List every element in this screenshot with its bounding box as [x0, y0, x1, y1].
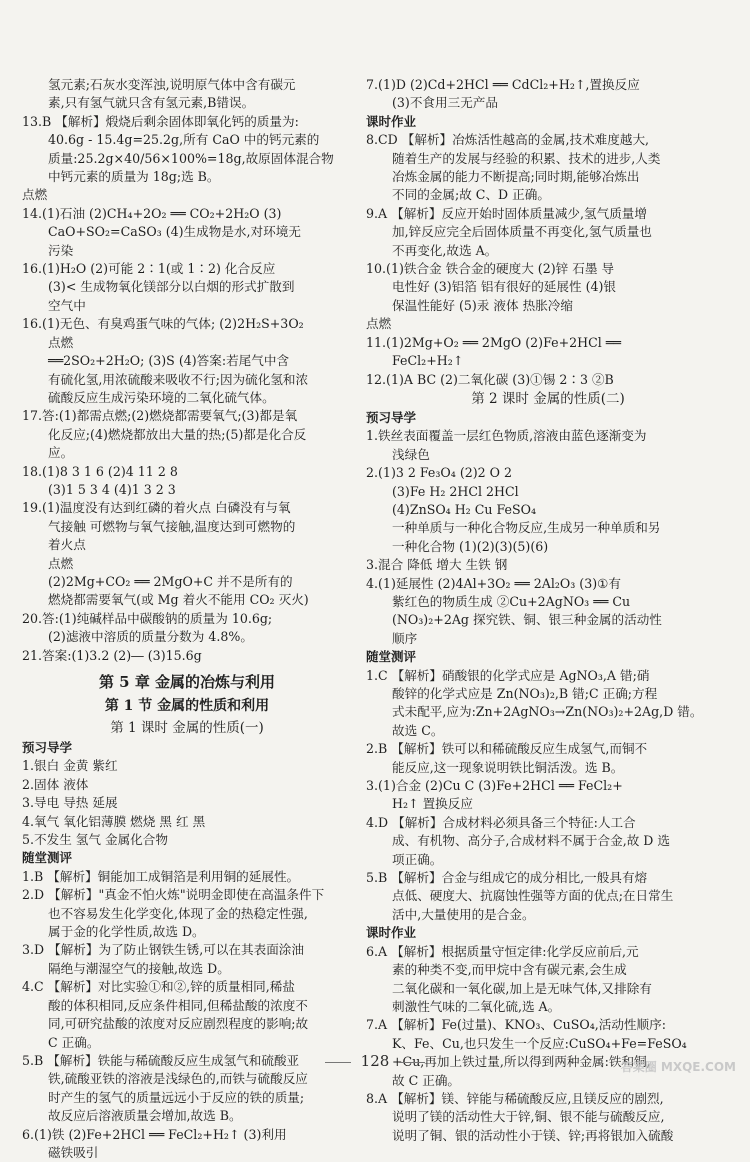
right-column-line: 浅绿色 [392, 446, 430, 462]
right-column-line: 11.(1)2Mg+O₂ ══ 2MgO (2)Fe+2HCl ══ [366, 334, 621, 350]
right-column-line: (3)Fe H₂ 2HCl 2HCl [392, 483, 519, 499]
left-column-line: 16.(1)无色、有臭鸡蛋气味的气体; (2)2H₂S+3O₂ [22, 316, 304, 332]
right-column-line: 活中,大量使用的是合金。 [392, 906, 535, 922]
left-column-line: 第 1 课时 金属的性质(一) [110, 720, 264, 736]
right-column-line: 一种单质与一种化合物反应,生成另一种单质和另 [392, 520, 661, 536]
left-column-line: 第 5 章 金属的冶炼与利用 [98, 673, 276, 691]
right-column-line: 3.(1)合金 (2)Cu C (3)Fe+2HCl ══ FeCl₂+ [366, 778, 623, 794]
right-column [366, 76, 730, 1145]
right-column-line: 保温性能好 (5)汞 液体 热胀冷缩 [392, 297, 573, 313]
right-column-line: 8.CD 【解析】冶炼活性越高的金属,技术难度越大, [366, 132, 650, 148]
right-column-line: 1.铁丝表面覆盖一层红色物质,溶液由蓝色逐渐变为 [366, 428, 647, 444]
right-column-line: 6.A 【解析】根据质量守恒定律:化学反应前后,元 [366, 943, 639, 959]
left-column-line: 隔绝与潮湿空气的接触,故选 D。 [48, 960, 230, 976]
right-column-line: 故 C 正确。 [392, 1072, 461, 1088]
watermark-logo: 答案圈 MXQE.COM [620, 1060, 736, 1074]
right-column-line: 7.A 【解析】Fe(过量)、KNO₃、CuSO₄,活动性顺序: [366, 1017, 666, 1033]
left-column [22, 76, 352, 1162]
left-column-line: (3)< 生成物氧化镁部分以白烟的形式扩散到 [48, 279, 295, 295]
right-column-line: 式未配平,应为:Zn+2AgNO₃→Zn(NO₃)₂+2Ag,D 错。 [392, 704, 703, 720]
right-column-line: 不再变化,故选 A。 [392, 242, 498, 258]
right-column-line: 顺序 [392, 630, 418, 646]
right-column-line: 紫红色的物质生成 ②Cu+2AgNO₃ ══ Cu [392, 593, 631, 609]
left-column-line: 空气中 [48, 297, 86, 313]
left-column-line: 18.(1)8 3 1 6 (2)4 11 2 8 [22, 463, 178, 479]
right-column-line: 1.C 【解析】硝酸银的化学式应是 AgNO₃,A 错;硝 [366, 667, 650, 683]
right-column-line: 课时作业 [366, 925, 417, 941]
right-column-line: 第 2 课时 金属的性质(二) [471, 390, 625, 407]
left-column-line: 随堂测评 [22, 850, 73, 866]
left-column-line: 属于金的化学性质,故选 D。 [48, 924, 205, 940]
right-column-line: (4)ZnSO₄ H₂ Cu FeSO₄ [392, 501, 536, 517]
left-column-line: 第 1 节 金属的性质和利用 [104, 698, 270, 714]
right-column-line: 不同的金属;故 C、D 正确。 [392, 187, 550, 203]
left-column-line: 也不容易发生化学变化,体现了金的热稳定性强, [48, 905, 308, 921]
left-column-line: 20.答:(1)纯碱样品中碳酸钠的质量为 10.6g; [22, 610, 273, 626]
right-column-line: H₂↑ 置换反应 [392, 796, 473, 812]
left-column-line: (2)2Mg+CO₂ ══ 2MgO+C 并不是所有的 [48, 573, 293, 589]
right-column-line: 故选 C。 [392, 722, 444, 738]
left-column-line: (2)滤液中溶质的质量分数为 4.8%。 [48, 629, 253, 645]
left-column-line: 3.导电 导热 延展 [22, 795, 118, 811]
right-column-line: 素的种类不变,而甲烷中含有碳元素,会生成 [392, 962, 627, 978]
right-column-line: 能反应,这一现象说明铁比铜活泼。选 B。 [392, 759, 624, 775]
right-column-line: 8.A 【解析】镁、锌能与稀硫酸反应,且镁反应的剧烈, [366, 1090, 664, 1106]
left-column-line: 14.(1)石油 (2)CH₄+2O₂ ══ CO₂+2H₂O (3) [22, 205, 282, 221]
left-column-line: 5.B 【解析】铁能与稀硫酸反应生成氢气和硫酸亚 [22, 1052, 300, 1068]
right-column-line: 电性好 (3)铝箔 铝有很好的延展性 (4)银 [392, 279, 617, 295]
right-column-line: 2.B 【解析】铁可以和稀硫酸反应生成氢气,而铜不 [366, 741, 648, 757]
left-column-line: 污染 [48, 242, 74, 258]
right-column-line: 点低、硬度大、抗腐蚀性强等方面的优点;在日常生 [392, 888, 674, 904]
left-column-line: 4.氧气 氧化铝薄膜 燃烧 黑 红 黑 [22, 813, 206, 829]
right-column-line: 成、有机物、高分子,合成材料不属于合金,故 D 选 [392, 833, 670, 849]
page-number-dash-left [325, 1062, 351, 1063]
right-column-line: 2.(1)3 2 Fe₃O₄ (2)2 O 2 [366, 465, 513, 481]
left-column-line: 故反应后溶液质量会增加,故选 B。 [48, 1108, 242, 1124]
left-column-line: 化反应;(4)燃烧都放出大量的热;(5)都是化合反 [48, 426, 307, 442]
left-column-line: 点燃 [48, 334, 74, 350]
left-column-line: 40.6g - 15.4g=25.2g,所有 CaO 中的钙元素的 [48, 132, 320, 148]
left-column-line: 1.B 【解析】铜能加工成铜箔是利用铜的延展性。 [22, 868, 300, 884]
right-column-line: FeCl₂+H₂↑ [392, 353, 464, 369]
right-column-line: 3.混合 降低 增大 生铁 钢 [366, 557, 508, 573]
left-column-line: 点燃 [48, 555, 74, 571]
right-column-line: 预习导学 [366, 409, 417, 425]
left-column-line: 质量:25.2g×40/56×100%=18g,故原固体混合物 [48, 150, 334, 166]
right-column-line: 5.B 【解析】合金与组成它的成分相比,一般具有熔 [366, 870, 648, 886]
right-column-line: 随着生产的发展与经验的积累、技术的进步,人类 [392, 150, 661, 166]
right-column-line: 随堂测评 [366, 649, 417, 665]
left-column-line: CaO+SO₂=CaSO₃ (4)生成物是水,对环境无 [48, 224, 301, 240]
left-column-line: 磁铁吸引 [48, 1144, 99, 1160]
left-column-line: 5.不发生 氢气 金属化合物 [22, 832, 168, 848]
left-column-line: 着火点 [48, 537, 86, 553]
left-column-line: 中钙元素的质量为 18g;选 B。 [48, 169, 220, 185]
right-column-line: +Cu,再加上铁过量,所以得到两种金属:铁和铜, [392, 1054, 651, 1070]
right-column-line: (NO₃)₂+2Ag 探究铁、铜、银三种金属的活动性 [392, 612, 662, 628]
left-column-line: 21.答案:(1)3.2 (2)― (3)15.6g [22, 647, 202, 663]
right-column-line: 7.(1)D (2)Cd+2HCl ══ CdCl₂+H₂↑,置换反应 [366, 77, 640, 92]
left-column-line: 应。 [48, 445, 74, 461]
left-column-line: 点燃 [22, 187, 48, 203]
left-column-line: 19.(1)温度没有达到红磷的着火点 白磷没有与氧 [22, 500, 291, 516]
right-column-line: 刺激性气味的二氧化硫,选 A。 [392, 998, 561, 1014]
right-column-line: 9.A 【解析】反应开始时固体质量减少,氢气质量增 [366, 205, 647, 221]
right-column-line: 冶炼金属的能力不断提高;同时期,能够冶炼出 [392, 169, 640, 185]
right-column-line: 12.(1)A BC (2)二氧化碳 (3)①锡 2∶3 ②B [366, 371, 614, 387]
left-column-line: 铁,硫酸亚铁的溶液是浅绿色的,而铁与硫酸反应 [48, 1071, 308, 1087]
left-column-line: 3.D 【解析】为了防止钢铁生锈,可以在其表面涂油 [22, 942, 304, 958]
page-number: 128 [360, 1052, 390, 1070]
right-column-line: 10.(1)铁合金 铁合金的硬度大 (2)锌 石墨 导 [366, 261, 615, 277]
left-column-line: (3)1 5 3 4 (4)1 3 2 3 [48, 481, 176, 497]
page-number-dash-right [399, 1062, 425, 1063]
left-column-line: 16.(1)H₂O (2)可能 2∶1(或 1∶2) 化合反应 [22, 261, 276, 277]
right-column-line: 一种化合物 (1)(2)(3)(5)(6) [392, 538, 549, 554]
left-column-line: 酸的体积相同,反应条件相同,但稀盐酸的浓度不 [48, 997, 308, 1013]
left-column-line: C 正确。 [48, 1034, 100, 1050]
left-column-line: 17.答:(1)都需点燃;(2)燃烧都需要氧气;(3)都是氧 [22, 408, 298, 424]
right-column-line: 4.D 【解析】合成材料必须具备三个特征:人工合 [366, 814, 636, 830]
left-column-line: 燃烧都需要氧气(或 Mg 着火不能用 CO₂ 灭火) [48, 592, 309, 608]
left-column-line: 13.B 【解析】煅烧后剩余固体即氧化钙的质量为: [22, 113, 299, 129]
left-column-line: 2.固体 液体 [22, 776, 89, 792]
right-column-line: 课时作业 [366, 113, 417, 129]
left-column-line: 同,可研究盐酸的浓度对反应剧烈程度的影响;故 [48, 1016, 309, 1032]
left-column-line: 预习导学 [22, 740, 73, 755]
left-column-line: 时产生的氢气的质量远远小于反应的铁的质量; [48, 1089, 305, 1105]
right-column-line: K、Fe、Cu,也只发生一个反应:CuSO₄+Fe=FeSO₄ [392, 1035, 687, 1051]
left-column-line: 2.D 【解析】"真金不怕火炼"说明金即使在高温条件下 [22, 887, 325, 903]
right-column-line: 4.(1)延展性 (2)4Al+3O₂ ══ 2Al₂O₃ (3)①有 [366, 575, 622, 591]
left-column-line: 气接触 可燃物与氧气接触,温度达到可燃物的 [48, 518, 296, 534]
right-column-line: 加,锌反应完全后固体质量不再变化,氢气质量也 [392, 224, 652, 240]
right-column-line: 二氧化碳和一氧化碳,加上是无味气体,又排除有 [392, 980, 652, 996]
left-column-line: 4.C 【解析】对比实验①和②,锌的质量相同,稀盐 [22, 979, 295, 995]
right-column-line: 说明了铜、银的活动性小于镁、锌;再将银加入硫酸 [392, 1127, 674, 1143]
left-column-line: 硫酸反应生成污染环境的二氧化硫气体。 [48, 389, 275, 405]
right-column-line: 说明了镁的活动性大于锌,铜、银不能与硫酸反应, [392, 1109, 665, 1125]
right-column-line: (3)不食用三无产品 [392, 95, 498, 111]
left-column-line: 氢元素;石灰水变浑浊,说明原气体中含有碳元 [48, 77, 296, 92]
left-column-line: 1.银白 金黄 紫红 [22, 758, 118, 774]
left-column-line: 6.(1)铁 (2)Fe+2HCl ══ FeCl₂+H₂↑ (3)利用 [22, 1126, 287, 1142]
right-column-line: 项正确。 [392, 851, 443, 867]
left-column-line: 素,只有氢气就只含有氢元素,B错误。 [48, 95, 255, 111]
left-column-line: 有硫化氢,用浓硫酸来吸收不行;因为硫化氢和浓 [48, 371, 309, 387]
right-column-line: 点燃 [366, 316, 392, 332]
left-column-line: ══2SO₂+2H₂O; (3)S (4)答案:若尾气中含 [48, 353, 290, 369]
right-column-line: 酸锌的化学式应是 Zn(NO₃)₂,B 错;C 正确;方程 [392, 686, 658, 701]
